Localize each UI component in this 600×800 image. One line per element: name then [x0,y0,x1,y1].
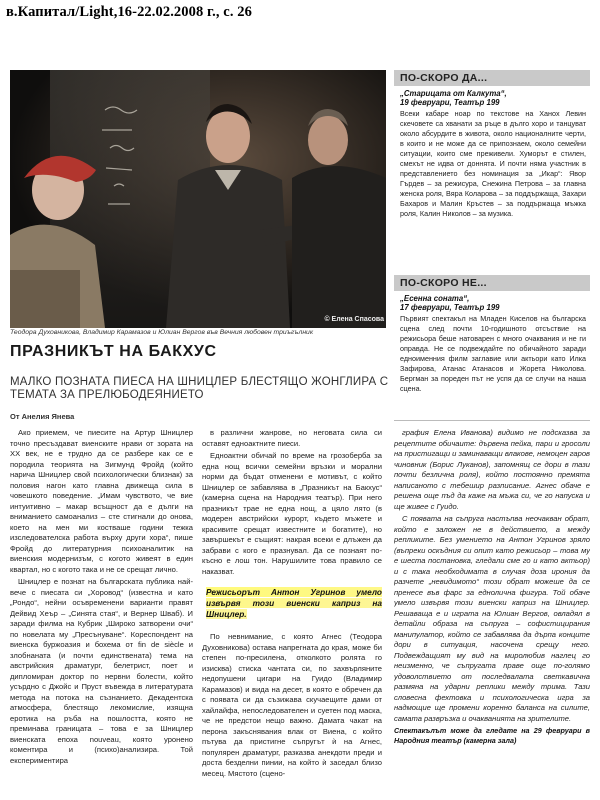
paragraph: Ако приемем, че пиесите на Артур Шницлер точно пресъздават виенските нрави от зората на XX век, не е трудно да се разбере как се е породила теорията на Зигмунд Фройд (който нарича Шницлер свой психологически близнак) за половия нагон като главна движеща сила в човешкото поведение. „Имам чувството, че вие интуитивно – макар всъщност да е дълги на вниманието самоанализ – сте стигнали до онова, което на мен ми костваше години тежка изследователска работа върху други хора“, пише Фройд до литературния психоаналитик на виенския модернизъм, с когото живеят в един квартал, но с когото така и не се срещат лично. [10,428,193,574]
sidebar-box-header: ПО-СКОРО НЕ... [394,275,590,291]
sidebar-box-not-recommended [394,275,590,394]
paragraph: С появата на съпруга настъпва неочакван обрат, който е заложен не в действието, а между репликите. Без умението на Антон Угринов зряло (въпреки оскъдния си опит като режисьор – това му е шеста постановка, гледали сме го и като актьор) и с така необходимата в случая доза ирония да разчете „невидимото“ този обрат можеше да се пренесе във фарс за еднолична фигура. Той обаче умело извървя този виенски каприз на Шницлер. Решаваща е и играта на Юлиан Вергов, овладял в детайли образа на съпруга – софистицирания манипулатор, който се забавлява да дърпа конците дори в ситуация, насочена срещу него. Подвеждащият му вид на миролюбив наглец го неизменно, че съпругата праве още по-голямо удоволствието от последвалата светкавична размяна на ударни реплики между трима. Тази словесна фехтовка и психологическа игра за надмощие ще промени коренно баланса на силите, самата развръзка и очакванията на зрителите. [394,514,590,723]
sidebar-box-header: ПО-СКОРО ДА... [394,70,590,86]
photo-caption [10,316,386,336]
paragraph: По невнимание, с която Агнес (Теодора Духовникова) остава напрегната до края, може би степен по-пресилена, отколкото ролята го изисква) стиска чантата си, по захвърляните недопушени цигари на Гуидо (Владимир Карамазов) и вида на десет, в която е обречен да с появата си да съзижава скучаещите дами от хайлайфа, непоследователен и суетен под маска, че не предстои нещо важно. Дамата чакат на перона закъснявания влак от Виена, с който пътува да пристигне съпругът ѝ на Агнес, популярен драматург, разказва анекдоти преди и доста безделни пинии, на който ѝ заседал близо месец. Мястото (сцено- [202,632,382,778]
divider [394,420,590,421]
sidebar-play-date: 19 февруари, Театър 199 [400,98,500,107]
paragraph: в различни жанрове, но неговата сила си оставят едноактните пиеси. [202,428,382,448]
performance-footnote: Спектакълът може да гледате на 29 февруари в Народния театър (камерна зала) [394,726,590,745]
article-column-3 [394,428,590,796]
sidebar-box-body: Всеки кабаре ноар по текстове на Ханох Левин скечовете са хванати за ръце в дълго хоро и танцуват около абсурдите в живота, около националните черти, в които и не може да се припознаем, около семейни ситуации, които сме преживели. Хуморът е стилен, смехът не идва от доннята. И почти няма участник в представлението без номинация за „Икар“: Явор Гърдев – за режисура, Снежина Петрова – за главна женска роля, Вяра Коларова – за поддържаща, Захари Бахаров и Малин Кръстев – за поддържаща мъжка роля, Калин Николов – за музика. [400,109,586,218]
article-subheadline: МАЛКО ПОЗНАТА ПИЕСА НА ШНИЦЛЕР БЛЕСТЯЩО ЖОНГЛИРА С ТЕМАТА ЗА ПРЕЛЮБОДЕЯНИЕТО [10,376,389,401]
paragraph: графия Елена Иванова) видимо не подсказва за рецептите обичаите: дървена пейка, пари и гросоли на пристигащи и заминаващи влакове, немоцен гаров чиновник (Борис Луканов), запомнящ се дори в тази почти безлична роля), който постоянно премята написаното с тебешир разписание. Агнес обаче е решена още пъд да каже на мъжа си, че го напуска и ще живее с Гуидо. [394,428,590,511]
article-byline: От Анелия Янева [10,412,75,421]
source-line: в.Капитал/Light,16-22.02.2008 г., с. 26 [6,4,252,20]
sidebar-box-body: Първият спектакъл на Младен Киселов на българска сцена след почти 10-годишното отсъствие на режисьора беше натоварен с много очаквания и не ги оправда. Не се подвеждайте по обичайното заради едноименния филм заглавие или актьори като Илка Зафирова, Атанас Атанасов и Жорета Николова. Бергман за пореден път не успя да се случи на наша сцена. [400,314,586,393]
sidebar-play-title: „Есенна соната“, [400,294,470,303]
paragraph: Шницлер е познат на българската публика най-вече с пиесата си „Хоровод“ (известна и като „Рондо“, нейни осъвременени варианти правят Дейвид Хеър – „Синята стая“, и Вернер Шваб). И заради филма на Кубрик „Широко затворени очи“ по новелата му „Пресънуване“. Кореспондент на виенска буржоазия и бохема от fin de siècle и злобнаната (и почти единствената) тема на австрийския драматург, белетрист, поет и дипломиран доктор по нервни болести, който усърдно с Джойс и Пруст въвежда в литературата метода на потока на съзнанието. Декадентска атмосфера, блестящо лекомислие, изящна еротика на ръба на пошлостта, която не преминава границата – това е за Шницлер виенската епоха nouveau, която уронено коментира и (психо)анализира. Той експериментира [10,577,193,765]
article-headline: ПРАЗНИКЪТ НА БАКХУС [10,343,217,360]
stage-photo-illustration [10,70,386,328]
sidebar-play-title: „Старицата от Калкута“, [400,89,507,98]
article-column-2 [202,428,382,796]
photo-caption-text: Теодора Духовникова, Владимир Карамазов и Юлиан Вергов във Вечния любовен триъгълник [10,329,314,336]
photo-credit: © Елена Спасова [324,316,384,323]
sidebar-play-date: 17 февруари, Театър 199 [400,303,500,312]
article-column-1 [10,428,193,796]
pull-quote-text: Режисьорът Антон Угринов умело извървя този виенски каприз на Шницлер. [206,587,382,619]
paragraph: Едноактни обичай по време на грозоберба за една нощ всички семейни връзки и морални норми да бъдат отменени е мотивът, с който Шницлер се забавлява в „Празникът на Бакхус“ (камерна сцена на Народния театър). При него празникът трае не една нощ, а цяло лято (в модерен австрийски курорт, където мъжете и красивите срещат известните и богатите), но завършекът е същият: накрая всеки е длъжен да забрави с кого е празнувал. Да се познаят по-късно е лош тон. Нарушилите това правило се наказват. [202,451,382,576]
sidebar-box-recommended [394,70,590,219]
pull-quote [202,587,382,620]
article-photo [10,70,386,328]
